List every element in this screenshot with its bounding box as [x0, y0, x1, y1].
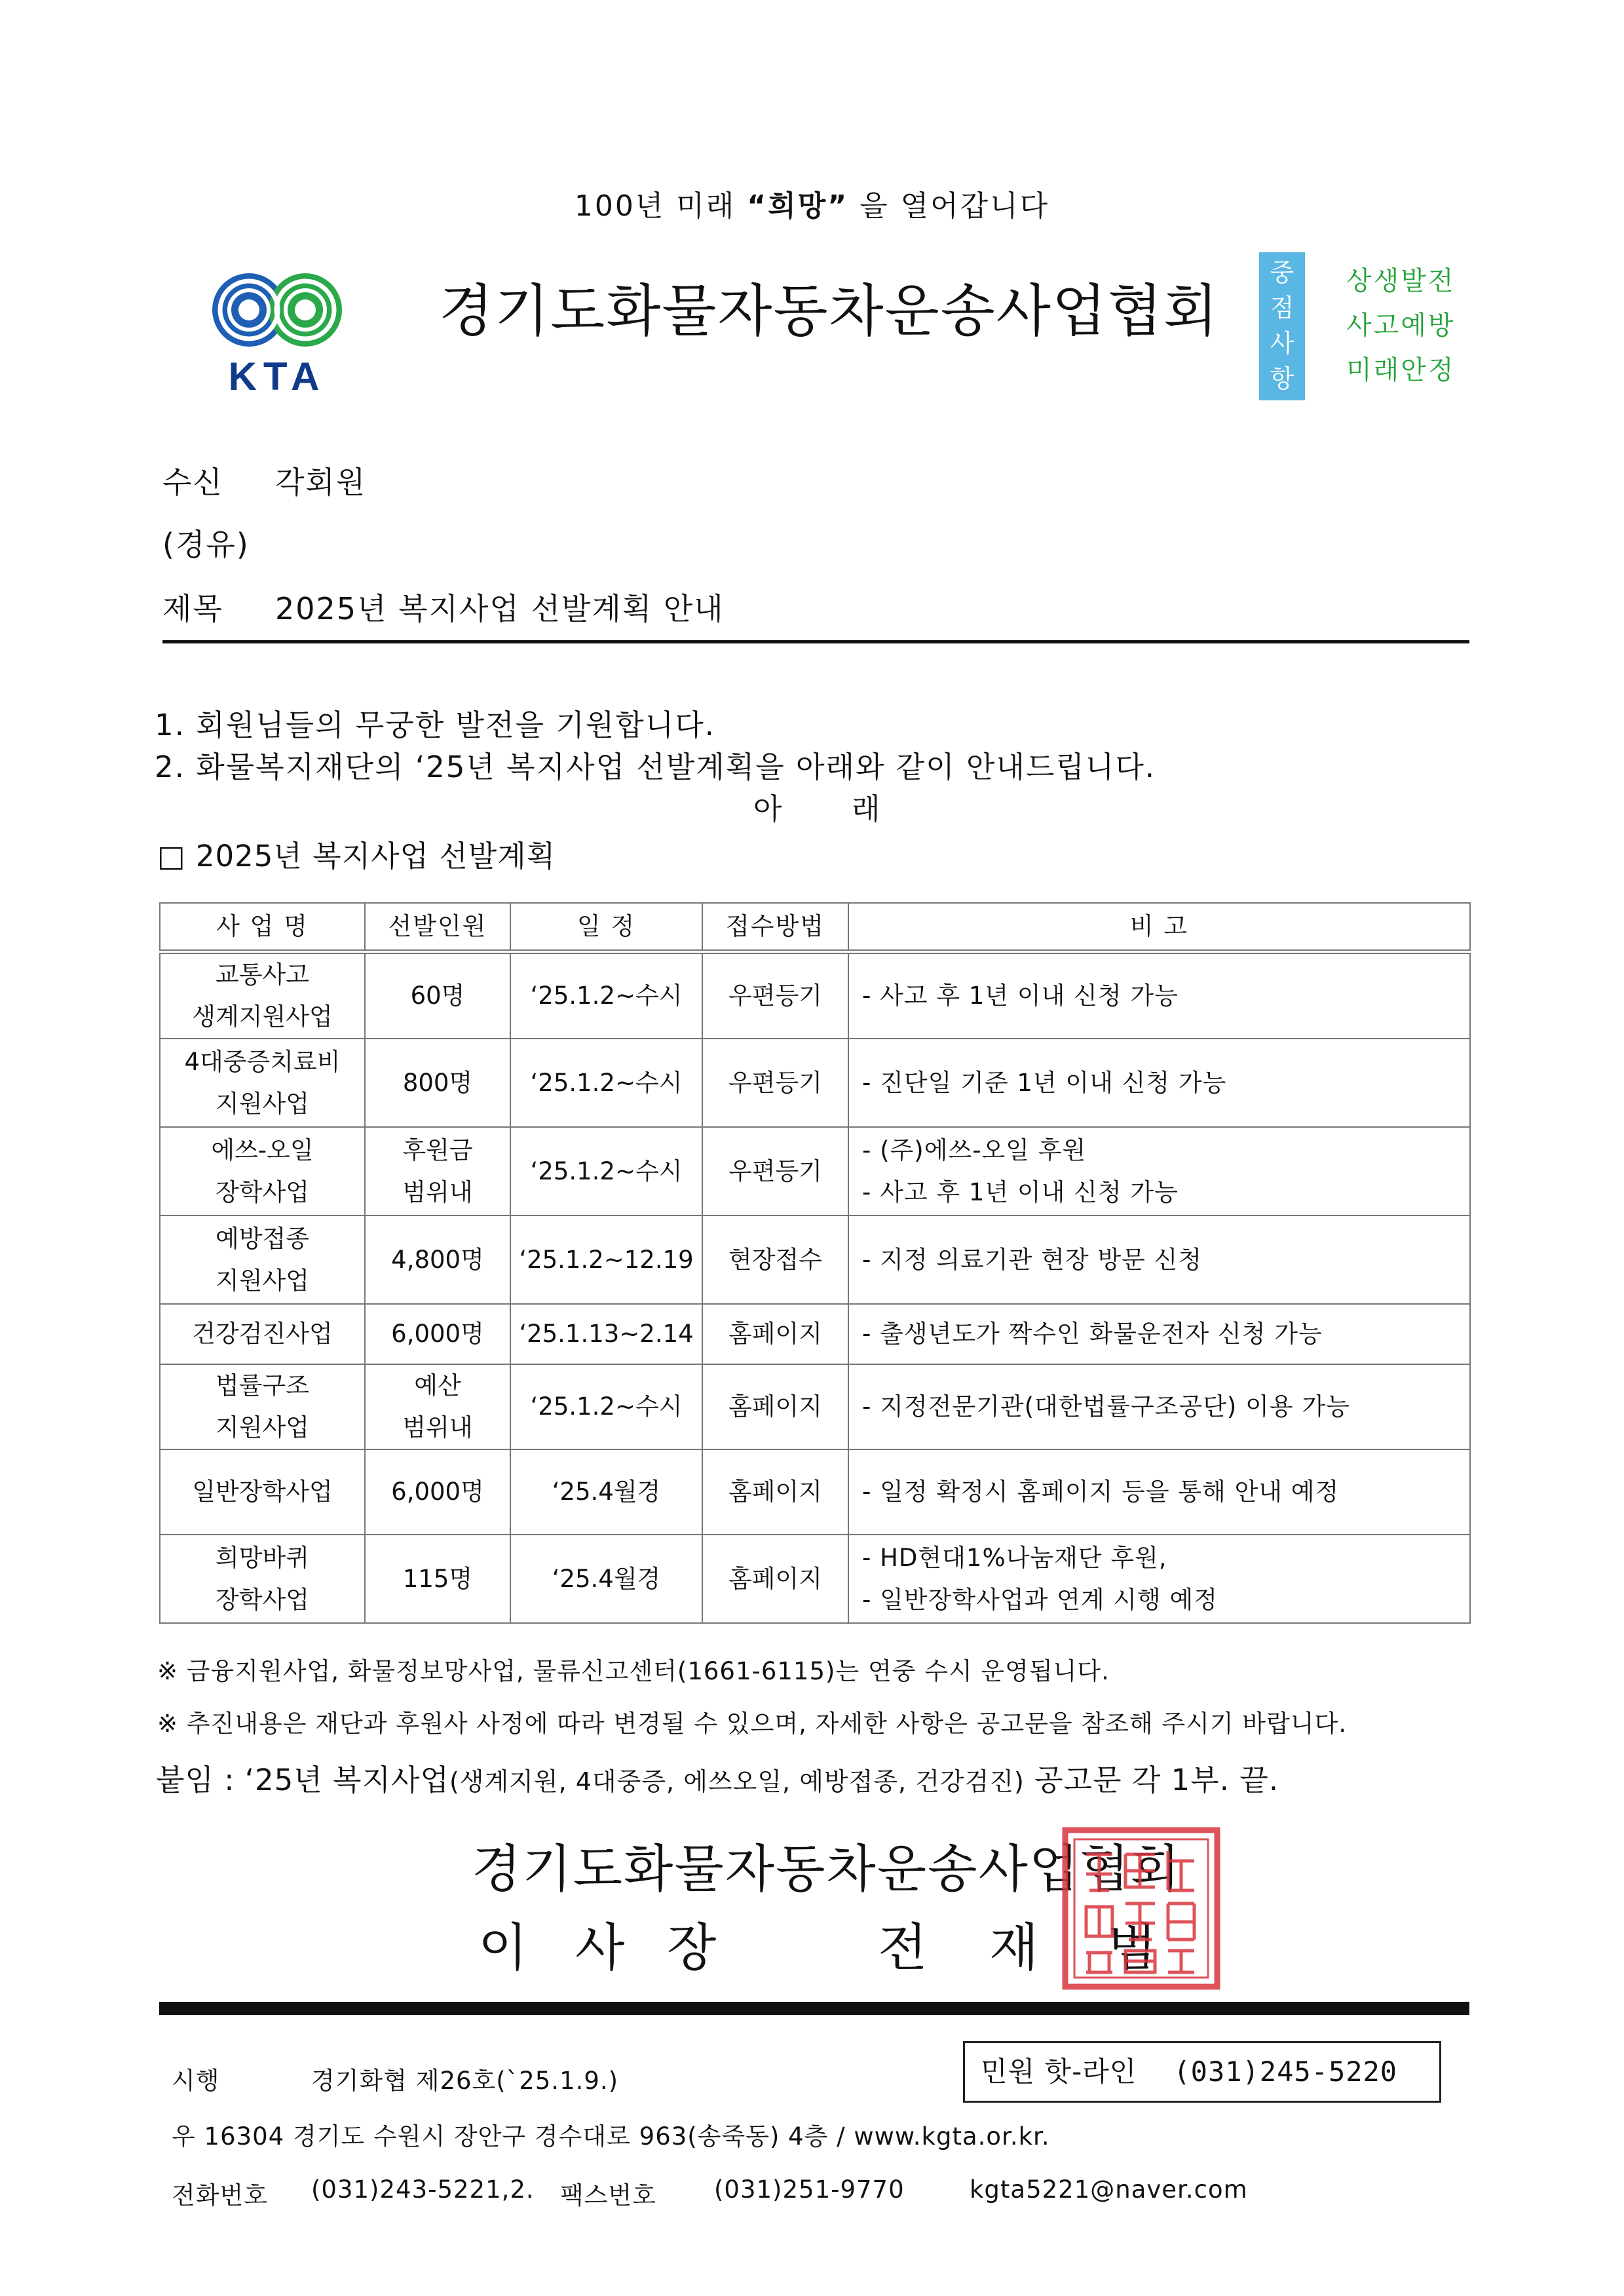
attachment-suffix: 공고문 각 1부. 끝. [1024, 1763, 1279, 1797]
plan-title: □ 2025년 복지사업 선발계획 [157, 839, 556, 873]
center-char: 아 [753, 792, 782, 826]
cell-schedule: ‘25.1.2~수시 [510, 1127, 702, 1215]
hotline-box [963, 2041, 1441, 2103]
cell-method: 홈페이지 [702, 1449, 848, 1535]
hotline-label: 민원 핫-라인 [981, 2056, 1137, 2088]
cell-name: 교통사고 생계지원사업 [160, 952, 365, 1039]
col-header-schedule: 일 정 [510, 903, 702, 952]
cell-name: 법률구조 지원사업 [160, 1364, 365, 1449]
table-row [160, 1449, 1470, 1535]
cell-schedule: ‘25.4월경 [510, 1535, 702, 1623]
cell-method: 홈페이지 [702, 1364, 848, 1449]
table-row [160, 1364, 1470, 1449]
signature-char: 이 [478, 1919, 528, 1978]
enforce-value: 경기화협 제26호(`25.1.9.) [311, 2067, 619, 2095]
focus-items [1346, 259, 1456, 392]
table-header-row [160, 903, 1470, 952]
cell-notes: - 출생년도가 짝수인 화물운전자 신청 가능 [848, 1304, 1470, 1364]
attachment-line [156, 1756, 1279, 1799]
cell-name: 희망바퀴 장학사업 [160, 1535, 365, 1623]
cell-schedule: ‘25.1.2~수시 [510, 1364, 702, 1449]
cell-schedule: ‘25.1.2~수시 [510, 1039, 702, 1127]
via-label: (경유) [162, 527, 250, 562]
signature-char: 사 [575, 1919, 625, 1978]
enforce-label: 시행 [172, 2067, 220, 2095]
slogan [0, 182, 1624, 224]
kta-logo-icon [208, 265, 346, 396]
focus-item: 미래안정 [1346, 355, 1456, 385]
cell-notes: - 지정 의료기관 현장 방문 신청 [848, 1215, 1470, 1304]
cell-count: 60명 [365, 952, 510, 1039]
cell-notes: - 진단일 기준 1년 이내 신청 가능 [848, 1039, 1470, 1127]
org-title: 경기도화물자동차운송사업협회 [439, 278, 1220, 344]
focus-char: 사 [1270, 329, 1294, 358]
cell-name: 에쓰-오일 장학사업 [160, 1127, 365, 1215]
focus-char: 점 [1270, 294, 1294, 322]
cell-notes: - 일정 확정시 홈페이지 등을 통해 안내 예정 [848, 1449, 1470, 1535]
fax-value: (031)251-9770 [714, 2175, 905, 2204]
cell-name: 예방접종 지원사업 [160, 1215, 365, 1304]
body-line-2: 2. 화물복지재단의 ‘25년 복지사업 선발계획을 아래와 같이 안내드립니다. [155, 750, 1156, 784]
cell-method: 홈페이지 [702, 1304, 848, 1364]
cell-schedule: ‘25.1.2~12.19 [510, 1215, 702, 1304]
signature-char: 재 [989, 1919, 1039, 1978]
signature-char: 장 [667, 1919, 717, 1978]
slogan-after: 을 열어갑니다 [859, 189, 1050, 223]
footnote-1: ※ 금융지원사업, 화물정보망사업, 물류신고센터(1661-6115)는 연중 수시 운영됩니다. [157, 1657, 1110, 1685]
table-row [160, 1304, 1470, 1364]
cell-method: 우편등기 [702, 1127, 848, 1215]
cell-schedule: ‘25.4월경 [510, 1449, 702, 1535]
cell-schedule: ‘25.1.2~수시 [510, 952, 702, 1039]
slogan-quote: “희망” [747, 189, 849, 223]
cell-method: 현장접수 [702, 1215, 848, 1304]
official-seal [1060, 1825, 1222, 1992]
hotline-number: (031)245-5220 [1173, 2056, 1398, 2088]
cell-method: 우편등기 [702, 1039, 848, 1127]
focus-item: 상생발전 [1346, 266, 1456, 296]
table-row [160, 952, 1470, 1039]
body-line-1: 1. 회원님들의 무궁한 발전을 기원합니다. [155, 708, 715, 742]
col-header-name: 사 업 명 [160, 903, 365, 952]
table-row [160, 1535, 1470, 1623]
signature-char: 전 [878, 1919, 928, 1978]
fax-label: 팩스번호 [560, 2181, 656, 2210]
table-row [160, 1127, 1470, 1215]
focus-char: 중 [1270, 258, 1294, 287]
signature-char: 범 [1107, 1919, 1157, 1978]
email-link[interactable]: kgta5221@naver.com [970, 2175, 1248, 2204]
recipient-value: 각회원 [275, 465, 367, 500]
cell-notes: - (주)에쓰-오일 후원 - 사고 후 1년 이내 신청 가능 [848, 1127, 1470, 1215]
subject-value: 2025년 복지사업 선발계획 안내 [275, 591, 725, 626]
cell-notes: - HD현대1%나눔재단 후원, - 일반장학사업과 연계 시행 예정 [848, 1535, 1470, 1623]
seal-icon [1060, 1825, 1222, 1992]
table-row [160, 1215, 1470, 1304]
recipient-label: 수신 [162, 465, 223, 500]
focus-label-box [1259, 252, 1305, 400]
subject-label: 제목 [162, 591, 223, 626]
slogan-before: 100년 미래 [574, 189, 747, 223]
cell-count: 4,800명 [365, 1215, 510, 1304]
cell-count: 후원금 범위내 [365, 1127, 510, 1215]
focus-char: 항 [1270, 364, 1294, 393]
header-divider [162, 640, 1469, 643]
phone-value: (031)243-5221,2. [311, 2175, 535, 2204]
plan-table [159, 902, 1471, 1624]
cell-notes: - 지정전문기관(대한법률구조공단) 이용 가능 [848, 1364, 1470, 1449]
cell-count: 800명 [365, 1039, 510, 1127]
cell-count: 6,000명 [365, 1304, 510, 1364]
cell-name: 4대중증치료비 지원사업 [160, 1039, 365, 1127]
table-row [160, 1039, 1470, 1127]
center-heading [753, 785, 950, 828]
cell-count: 예산 범위내 [365, 1364, 510, 1449]
kta-logo [208, 265, 346, 396]
cell-name: 건강검진사업 [160, 1304, 365, 1364]
cell-schedule: ‘25.1.13~2.14 [510, 1304, 702, 1364]
center-char: 래 [852, 792, 880, 826]
phone-label: 전화번호 [172, 2181, 268, 2210]
cell-method: 홈페이지 [702, 1535, 848, 1623]
attachment-detail: (생계지원, 4대중증, 에쓰오일, 예방접종, 건강검진) [449, 1767, 1025, 1796]
cell-count: 115명 [365, 1535, 510, 1623]
kta-logo-text: KTA [228, 354, 326, 396]
address-line: 우 16304 경기도 수원시 장안구 경수대로 963(송죽동) 4층 / www.kgta.or.kr. [172, 2122, 1050, 2151]
signature-org: 경기도화물자동차운송사업협회 [472, 1840, 1181, 1899]
footer-divider [159, 2002, 1469, 2015]
cell-notes: - 사고 후 1년 이내 신청 가능 [848, 952, 1470, 1039]
col-header-method: 접수방법 [702, 903, 848, 952]
cell-method: 우편등기 [702, 952, 848, 1039]
footnote-2: ※ 추진내용은 재단과 후원사 사정에 따라 변경될 수 있으며, 자세한 사항은 공고문을 참조해 주시기 바랍니다. [157, 1710, 1348, 1738]
focus-item: 사고예방 [1346, 311, 1456, 341]
cell-name: 일반장학사업 [160, 1449, 365, 1535]
col-header-notes: 비 고 [848, 903, 1470, 952]
col-header-count: 선발인원 [365, 903, 510, 952]
attachment-prefix: 붙임 : ‘25년 복지사업 [156, 1763, 449, 1797]
cell-count: 6,000명 [365, 1449, 510, 1535]
